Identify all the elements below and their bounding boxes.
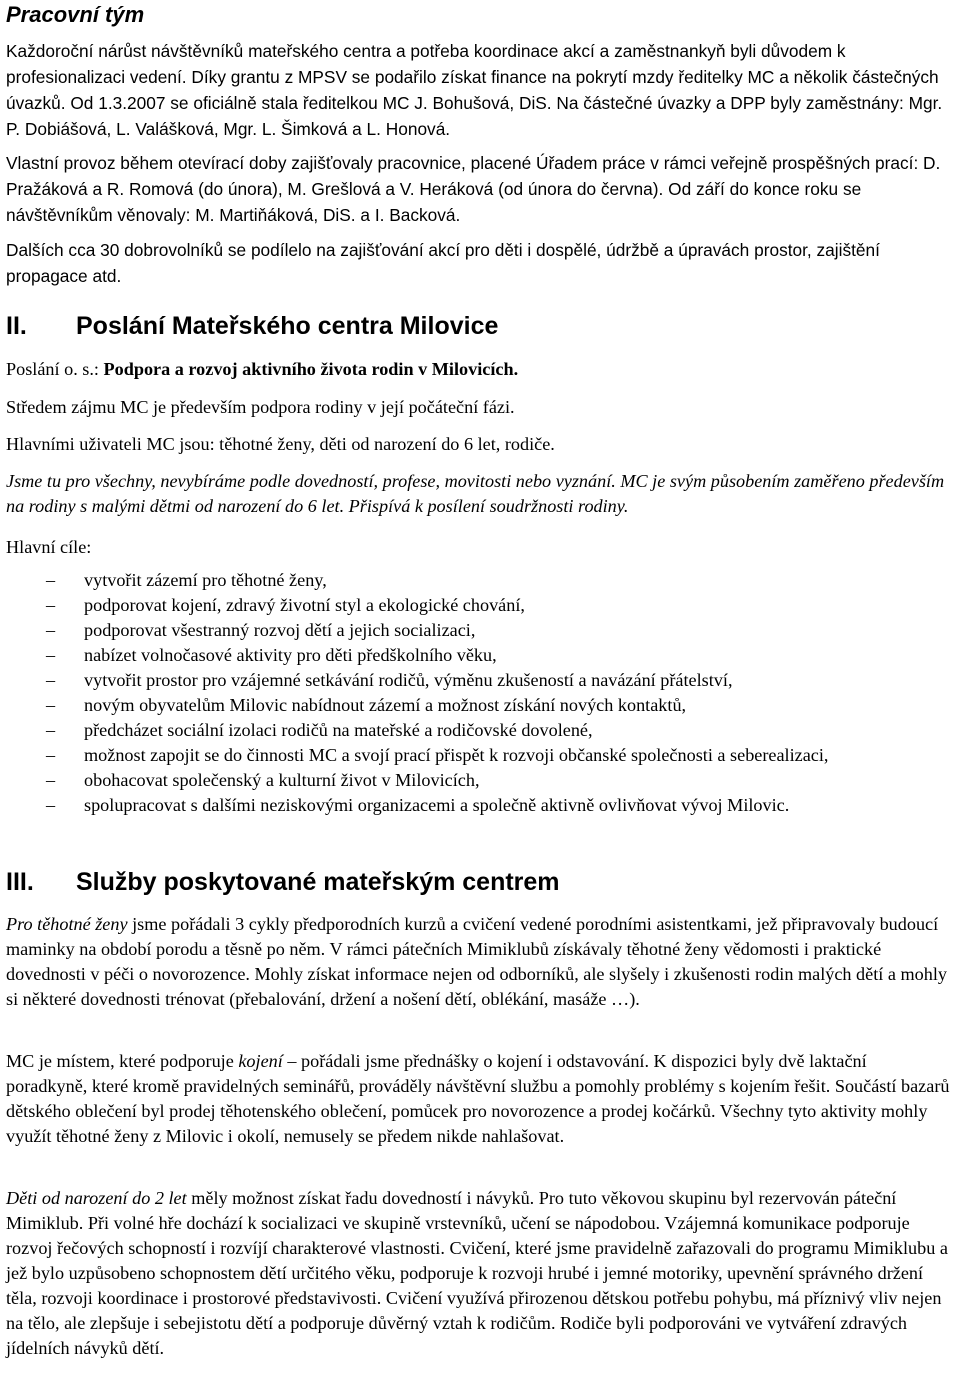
heading-number: III.	[6, 868, 34, 896]
emphasis-text: Děti od narození do 2 let	[6, 1188, 187, 1208]
team-paragraph-1: Každoroční nárůst návštěvníků mateřského centra a potřeba koordinace akcí a zaměstnankyň byli důvodem k profesionalizaci vedení. Díky grantu z MPSV se podařilo získat finance na pokrytí mzdy ředitelky MC a několik částečných úvazků. Od 1.3.2007 se oficiálně stala ředitelkou MC J. Bohušová, DiS. Na částečné úvazky a DPP byly zaměstnány: Mgr. P. Dobiášová, L. Valášková, Mgr. L. Šimková a L. Honová.	[6, 41, 943, 139]
list-item: – obohacovat společenský a kulturní život v Milovicích,	[6, 768, 952, 793]
services-paragraph-pregnant: Pro těhotné ženy jsme pořádali 3 cykly předporodních kurzů a cvičení vedené porodními asistentkami, jež připravovaly budoucí maminky na období porodu a těsně po něm. V rámci pátečních Mimiklubů získávaly těhotné ženy vědomosti i praktické dovednosti v péči o novorozence. Mohly získat informace nejen od odborníků, ale slyšely i zkušenosti rodin malých dětí a mohly si některé dovednosti trénovat (přebalování, držení a nošení dětí, oblékání, masáže …).	[6, 914, 947, 1009]
mission-text: Podpora a rozvoj aktivního života rodin v Milovicích.	[103, 359, 519, 379]
services-paragraph-breastfeeding: MC je místem, které podporuje kojení – pořádali jsme přednášky o kojení i odstavování. K dispozici byly dvě laktační poradkyně, které kromě pravidelných seminářů, prováděly návštěvní službu a pomohly problémy s kojením řešit. Součástí bazarů dětského oblečení byl prodej těhotenského oblečení, pomůcek pro novorozence a prodej kočárků. Všechny tyto aktivity mohly využít těhotné ženy z Milovic i okolí, nemusely se předem nikde nahlašovat.	[6, 1051, 950, 1146]
list-item: – vytvořit zázemí pro těhotné ženy,	[6, 568, 952, 593]
dash-bullet: –	[46, 645, 56, 665]
dash-bullet: –	[46, 795, 56, 815]
list-item: – nabízet volnočasové aktivity pro děti předškolního věku,	[6, 643, 952, 668]
list-item: – předcházet sociální izolaci rodičů na mateřské a rodičovské dovolené,	[6, 718, 952, 743]
mission-label: Poslání o. s.:	[6, 359, 104, 379]
emphasis-text: Pro těhotné ženy	[6, 914, 128, 934]
emphasis-text: kojení	[238, 1051, 283, 1071]
heading-services	[6, 868, 560, 897]
dash-bullet: –	[46, 745, 56, 765]
heading-text: Poslání Mateřského centra Milovice	[76, 312, 499, 340]
mission-users: Hlavními uživateli MC jsou: těhotné ženy, děti od narození do 6 let, rodiče.	[6, 434, 555, 454]
heading-mission	[6, 312, 498, 341]
list-item: – vytvořit prostor pro vzájemné setkávání rodičů, výměnu zkušeností a navázání přátelství,	[6, 668, 952, 693]
team-paragraph-3: Dalších cca 30 dobrovolníků se podílelo na zajišťování akcí pro děti i dospělé, údržbě a úpravách prostor, zajištění propagace atd.	[6, 240, 880, 286]
list-item: – možnost zapojit se do činnosti MC a svojí prací přispět k rozvoji občanské společnosti a seberealizaci,	[6, 743, 952, 768]
dash-bullet: –	[46, 770, 56, 790]
list-item: – novým obyvatelům Milovic nabídnout zázemí a možnost získání nových kontaktů,	[6, 693, 952, 718]
mission-focus: Středem zájmu MC je především podpora rodiny v její počáteční fázi.	[6, 397, 515, 417]
dash-bullet: –	[46, 570, 56, 590]
mission-statement	[6, 357, 952, 382]
list-item: – podporovat kojení, zdravý životní styl a ekologické chování,	[6, 593, 952, 618]
list-item: – podporovat všestranný rozvoj dětí a jejich socializaci,	[6, 618, 952, 643]
list-item: – spolupracovat s dalšími neziskovými organizacemi a společně aktivně ovlivňovat vývoj Milovic.	[6, 793, 952, 818]
dash-bullet: –	[46, 595, 56, 615]
goals-label: Hlavní cíle:	[6, 537, 92, 557]
dash-bullet: –	[46, 620, 56, 640]
mission-motto: Jsme tu pro všechny, nevybíráme podle dovedností, profese, movitosti nebo vyznání. MC je svým působením zaměřeno především na rodiny s malými dětmi od narození do 6 let. Přispívá k posílení soudržnosti rodiny.	[6, 471, 945, 516]
heading-number: II.	[6, 312, 27, 340]
heading-text: Služby poskytované mateřským centrem	[76, 868, 560, 896]
dash-bullet: –	[46, 670, 56, 690]
dash-bullet: –	[46, 720, 56, 740]
dash-bullet: –	[46, 695, 56, 715]
goals-list	[6, 568, 952, 818]
section-title-team: Pracovní tým	[6, 2, 145, 27]
team-paragraph-2: Vlastní provoz během otevírací doby zajišťovaly pracovnice, placené Úřadem práce v rámci veřejně prospěšných prací: D. Pražáková a R. Romová (do února), M. Grešlová a V. Heráková (od února do června). Od září do konce roku se návštěvníkům věnovaly: M. Martiňáková, DiS. a I. Backová.	[6, 153, 941, 225]
services-paragraph-children: Děti od narození do 2 let měly možnost získat řadu dovedností i návyků. Pro tuto věkovou skupinu byl rezervován páteční Mimiklub. Při volné hře dochází k socializaci ve skupině vrstevníků, učení se nápodobou. Vzájemná komunikace podporuje rozvoj řečových schopností i rozvíjí charakterové vlastnosti. Cvičení, které jsme pravidelně zařazovali do programu Mimiklubu a jež bylo uzpůsobeno schopnostem dětí určitého věku, podporuje k rozvoji hrubé i jemné motoriky, upevnění správného držení těla, rozvoji koordinace i prostorové představivosti. Cvičení využívá přirozenou dětskou potřebu pohybu, má příznivý vliv nejen na tělo, ale zlepšuje i sebejistotu dětí a podporuje důvěrný vztah k rodičům. Rodiče byli podporováni ve vytváření zdravých jídelních návyků dětí.	[6, 1188, 948, 1358]
